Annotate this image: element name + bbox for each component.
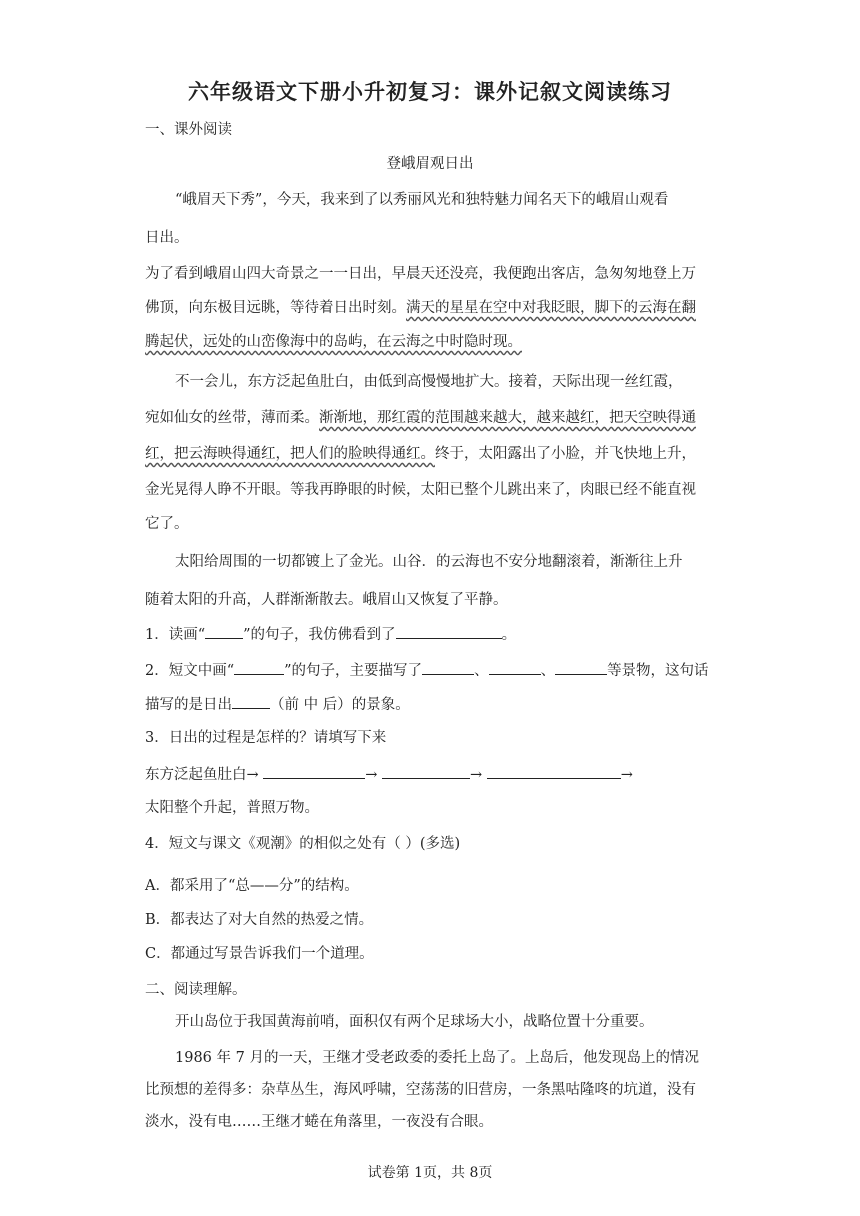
paragraph-line bbox=[145, 408, 696, 428]
arrow-text: → bbox=[470, 767, 487, 783]
paragraph-line: 淡水，没有电……王继才蜷在角落里，一夜没有合眼。 bbox=[145, 1114, 493, 1130]
text: 1．读画“ bbox=[145, 627, 206, 643]
text: 等景物，这句话 bbox=[607, 663, 709, 679]
option-b[interactable]: B．都表达了对大自然的热爱之情。 bbox=[145, 912, 374, 928]
wavy-underlined-text: 红，把云海映得通红，把人们的脸映得通红。 bbox=[145, 446, 435, 462]
text: 描写的是日出 bbox=[145, 697, 232, 713]
option-a[interactable]: A．都采用了“总——分”的结构。 bbox=[145, 878, 359, 894]
question-1 bbox=[145, 624, 516, 645]
option-c[interactable]: C．都通过写景告诉我们一个道理。 bbox=[145, 946, 374, 962]
question-4: 4．短文与课文《观潮》的相似之处有（ ）(多选) bbox=[145, 836, 461, 852]
question-2-cont bbox=[145, 694, 410, 715]
paragraph-line: 太阳给周围的一切都镀上了金光。山谷．的云海也不安分地翻滚着，渐渐往上升 bbox=[175, 554, 683, 570]
document-title: 六年级语文下册小升初复习：课外记叙文阅读练习 bbox=[188, 80, 672, 104]
text: 东方泛起鱼肚白→ bbox=[145, 767, 264, 783]
question-3: 3．日出的过程是怎样的？请填写下来 bbox=[145, 730, 387, 746]
answer-blank[interactable] bbox=[555, 660, 607, 675]
answer-blank[interactable] bbox=[234, 660, 284, 675]
paragraph-line: 它了。 bbox=[145, 516, 189, 532]
passage-title: 登峨眉观日出 bbox=[386, 156, 474, 172]
wavy-underlined-text: 满天的星星在空中对我眨眼，脚下的云海在翻 bbox=[406, 300, 696, 316]
text: 佛顶，向东极目远眺，等待着日出时刻。 bbox=[145, 300, 406, 316]
text: 、 bbox=[474, 663, 489, 679]
answer-blank[interactable] bbox=[487, 764, 621, 779]
text: （前 中 后）的景象。 bbox=[270, 697, 410, 713]
paragraph-line: 不一会儿，东方泛起鱼肚白，由低到高慢慢地扩大。接着，天际出现一丝红霞， bbox=[175, 374, 683, 390]
question-3-end: 太阳整个升起，普照万物。 bbox=[145, 800, 319, 816]
text: ”的句子，我仿佛看到了 bbox=[243, 627, 396, 643]
wavy-underlined-text: 渐渐地，那红霞的范围越来越大，越来越红，把天空映得通 bbox=[319, 410, 696, 426]
text: 2．短文中画“ bbox=[145, 663, 235, 679]
paragraph-line: “峨眉天下秀”，今天，我来到了以秀丽风光和独特魅力闻名天下的峨眉山观看 bbox=[175, 192, 669, 208]
section-heading-2: 二、阅读理解。 bbox=[145, 982, 247, 998]
paragraph-line: 日出。 bbox=[145, 230, 189, 246]
arrow-text: → bbox=[620, 767, 633, 783]
paragraph-line bbox=[145, 332, 522, 352]
answer-blank[interactable] bbox=[232, 694, 270, 709]
text: 、 bbox=[540, 663, 556, 679]
text: 。 bbox=[501, 627, 517, 643]
paragraph-line: 金光晃得人睁不开眼。等我再睁眼的时候，太阳已整个儿跳出来了，肉眼已经不能直视 bbox=[145, 482, 696, 498]
paragraph-line: 开山岛位于我国黄海前哨，面积仅有两个足球场大小，战略位置十分重要。 bbox=[175, 1014, 654, 1030]
answer-blank[interactable] bbox=[489, 660, 541, 675]
page-footer: 试卷第 1页，共 8页 bbox=[367, 1165, 493, 1181]
paragraph-line: 1986 年 7 月的一天，王继才受老政委的委托上岛了。上岛后，他发现岛上的情况 bbox=[175, 1050, 699, 1066]
question-3-chain bbox=[145, 764, 633, 785]
question-2 bbox=[145, 660, 709, 681]
paragraph-line: 为了看到峨眉山四大奇景之一一日出，早晨天还没亮，我便跑出客店，急匆匆地登上万 bbox=[145, 266, 696, 282]
section-heading-1: 一、课外阅读 bbox=[145, 122, 232, 138]
answer-blank[interactable] bbox=[263, 764, 365, 779]
text: ”的句子，主要描写了 bbox=[284, 663, 423, 679]
paragraph-line: 随着太阳的升高，人群渐渐散去。峨眉山又恢复了平静。 bbox=[145, 592, 508, 608]
paragraph-line bbox=[145, 298, 696, 318]
text: 终于，太阳露出了小脸，并飞快地上升， bbox=[435, 446, 696, 462]
paragraph-line: 比预想的差得多：杂草丛生，海风呼啸，空荡荡的旧营房，一条黑咕隆咚的坑道，没有 bbox=[145, 1082, 696, 1098]
wavy-underlined-text: 腾起伏，远处的山峦像海中的岛屿，在云海之中时隐时现。 bbox=[145, 334, 522, 350]
answer-blank[interactable] bbox=[205, 624, 243, 639]
arrow-text: → bbox=[365, 767, 383, 783]
paragraph-line bbox=[145, 444, 696, 464]
text: 宛如仙女的丝带，薄而柔。 bbox=[145, 410, 319, 426]
answer-blank[interactable] bbox=[396, 624, 502, 639]
answer-blank[interactable] bbox=[422, 660, 474, 675]
answer-blank[interactable] bbox=[382, 764, 470, 779]
